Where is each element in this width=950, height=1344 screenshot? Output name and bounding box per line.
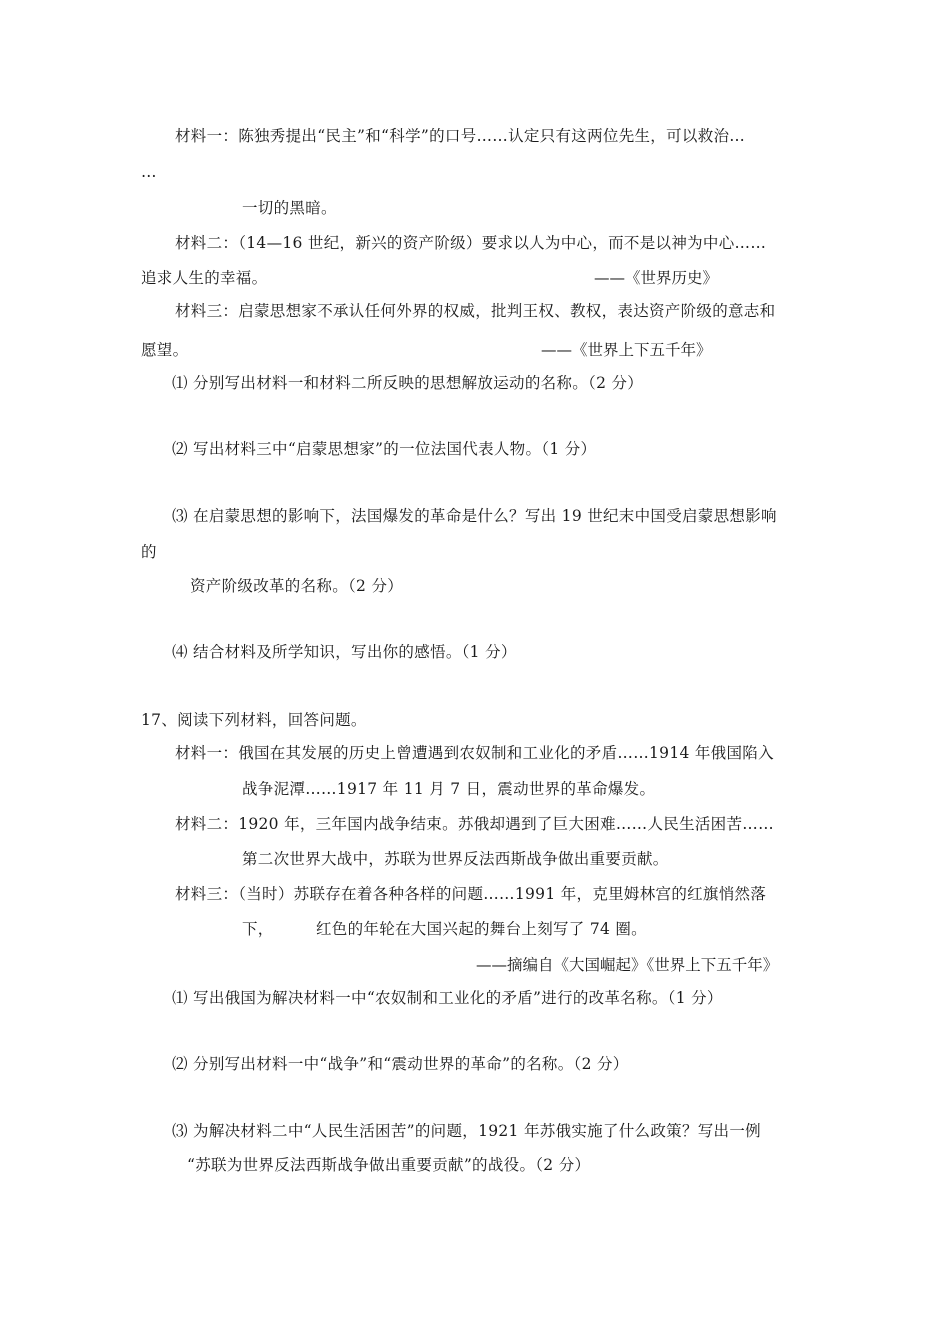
q17-material-3-line-2b: 红色的年轮在大国兴起的舞台上刻写了 74 圈。 xyxy=(316,920,647,938)
q17-material-1-line-2: 战争泥潭……1917 年 11 月 7 日，震动世界的革命爆发。 xyxy=(242,780,656,798)
q16-material-1-line-2: … xyxy=(141,163,157,181)
q17-material-1-line-1: 材料一：俄国在其发展的历史上曾遭遇到农奴制和工业化的矛盾……1914 年俄国陷入 xyxy=(175,744,774,762)
q17-question-3-line-1: ⑶ 为解决材料二中“人民生活困苦”的问题，1921 年苏俄实施了什么政策？写出一例 xyxy=(172,1122,761,1140)
q16-material-1-line-1: 材料一：陈独秀提出“民主”和“科学”的口号……认定只有这两位先生，可以救治… xyxy=(175,127,746,145)
q16-question-1: ⑴ 分别写出材料一和材料二所反映的思想解放运动的名称。（2 分） xyxy=(172,374,644,392)
q16-question-3-line-3: 资产阶级改革的名称。（2 分） xyxy=(190,577,404,595)
q16-question-2: ⑵ 写出材料三中“启蒙思想家”的一位法国代表人物。（1 分） xyxy=(172,440,597,458)
q16-material-2-source: ——《世界历史》 xyxy=(594,269,719,287)
q16-material-3-source: ——《世界上下五千年》 xyxy=(541,341,712,359)
q17-material-3-line-2a: 下， xyxy=(242,920,274,938)
q17-material-3-source: ——摘编自《大国崛起》《世界上下五千年》 xyxy=(476,956,779,974)
q17-material-3-line-1: 材料三：（当时）苏联存在着各种各样的问题……1991 年，克里姆林宫的红旗悄然落 xyxy=(175,885,767,903)
q17-question-2: ⑵ 分别写出材料一中“战争”和“震动世界的革命”的名称。（2 分） xyxy=(172,1055,629,1073)
q16-material-3-line-2: 愿望。 xyxy=(141,341,189,359)
q17-question-1: ⑴ 写出俄国为解决材料一中“农奴制和工业化的矛盾”进行的改革名称。（1 分） xyxy=(172,989,723,1007)
q17-question-3-line-2: “苏联为世界反法西斯战争做出重要贡献”的战役。（2 分） xyxy=(187,1156,591,1174)
q17-title: 17、阅读下列材料，回答问题。 xyxy=(141,711,367,729)
q16-question-3-line-1: ⑶ 在启蒙思想的影响下，法国爆发的革命是什么？写出 19 世纪末中国受启蒙思想影响 xyxy=(172,507,777,525)
q16-material-2-line-2: 追求人生的幸福。 xyxy=(141,269,268,287)
q16-question-3-line-2: 的 xyxy=(141,543,157,561)
q16-question-4: ⑷ 结合材料及所学知识，写出你的感悟。（1 分） xyxy=(172,643,517,661)
q16-material-3-line-1: 材料三：启蒙思想家不承认任何外界的权威，批判王权、教权，表达资产阶级的意志和 xyxy=(175,302,776,320)
q17-material-2-line-2: 第二次世界大战中，苏联为世界反法西斯战争做出重要贡献。 xyxy=(242,850,669,868)
q16-material-2-line-1: 材料二：（14—16 世纪，新兴的资产阶级）要求以人为中心，而不是以神为中心…… xyxy=(175,234,767,252)
q17-material-2-line-1: 材料二：1920 年，三年国内战争结束。苏俄却遇到了巨大困难……人民生活困苦…… xyxy=(175,815,774,833)
q16-material-1-line-3: 一切的黑暗。 xyxy=(242,199,337,217)
